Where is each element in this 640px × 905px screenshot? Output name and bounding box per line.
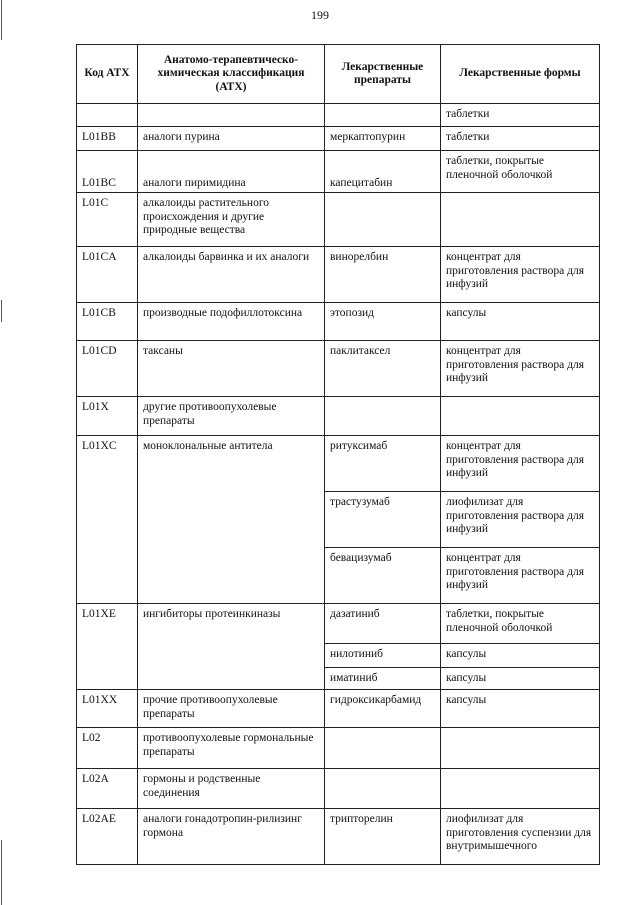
cell-classification: алкалоиды барвинка и их аналоги [138, 247, 325, 303]
cell-code: L01X [77, 397, 138, 436]
table-row [77, 104, 600, 127]
table-row [77, 436, 600, 492]
cell-form: концентрат для приготовления раствора для инфузий [441, 247, 600, 303]
header-classification: Анатомо-терапевтическо-химическая классификация (АТХ) [138, 45, 325, 104]
cell-form: таблетки, покрытые пленочной оболочкой [441, 604, 600, 644]
cell-classification: таксаны [138, 341, 325, 397]
page-number: 199 [311, 8, 329, 22]
cell-classification: моноклональные антитела [138, 436, 325, 604]
cell-drug: дазатиниб [325, 604, 441, 644]
cell-code: L02 [77, 728, 138, 769]
cell-classification: аналоги пурина [138, 127, 325, 151]
cell-drug [325, 397, 441, 436]
cell-form: лиофилизат для приготовления раствора для инфузий [441, 492, 600, 548]
table-row [77, 769, 600, 809]
cell-code: L01BB [77, 127, 138, 151]
table-header-row [77, 45, 600, 104]
cell-form: капсулы [441, 668, 600, 690]
cell-code: L01XX [77, 690, 138, 728]
table-row [77, 604, 600, 644]
cell-code: L01BC [77, 151, 138, 193]
cell-code: L01CA [77, 247, 138, 303]
cell-form: таблетки [441, 104, 600, 127]
atc-table [76, 44, 600, 865]
cell-form [441, 769, 600, 809]
cell-classification: аналоги пиримидина [138, 151, 325, 193]
cell-drug [325, 728, 441, 769]
cell-drug: капецитабин [325, 151, 441, 193]
cell-classification: другие противоопухолевые препараты [138, 397, 325, 436]
cell-code [77, 104, 138, 127]
cell-classification: гормоны и родственные соединения [138, 769, 325, 809]
table-row [77, 303, 600, 341]
cell-drug [325, 769, 441, 809]
table-row [77, 341, 600, 397]
cell-form: концентрат для приготовления раствора для инфузий [441, 341, 600, 397]
cell-classification: ингибиторы протеинкиназы [138, 604, 325, 690]
cell-form [441, 193, 600, 247]
cell-form: концентрат для приготовления раствора для инфузий [441, 548, 600, 604]
table-row [77, 809, 600, 865]
table-row [77, 397, 600, 436]
cell-code: L01XC [77, 436, 138, 604]
cell-code: L01XE [77, 604, 138, 690]
cell-drug: иматиниб [325, 668, 441, 690]
table-row [77, 690, 600, 728]
cell-drug: гидроксикарбамид [325, 690, 441, 728]
cell-drug: бевацизумаб [325, 548, 441, 604]
cell-form: капсулы [441, 644, 600, 668]
cell-drug: ритуксимаб [325, 436, 441, 492]
cell-form [441, 397, 600, 436]
scan-margin-mark [1, 840, 2, 905]
cell-drug [325, 104, 441, 127]
cell-classification: аналоги гонадотропин-рилизинг гормона [138, 809, 325, 865]
cell-form: таблетки [441, 127, 600, 151]
cell-form: концентрат для приготовления раствора для инфузий [441, 436, 600, 492]
cell-code: L02A [77, 769, 138, 809]
cell-drug: паклитаксел [325, 341, 441, 397]
cell-form: капсулы [441, 690, 600, 728]
cell-code: L01CD [77, 341, 138, 397]
table-row [77, 127, 600, 151]
header-drugs: Лекарственные препараты [325, 45, 441, 104]
cell-classification [138, 104, 325, 127]
cell-classification: производные подофиллотоксина [138, 303, 325, 341]
cell-code: L02AE [77, 809, 138, 865]
cell-drug: винорелбин [325, 247, 441, 303]
cell-classification: алкалоиды растительного происхождения и другие природные вещества [138, 193, 325, 247]
table-row [77, 193, 600, 247]
scan-margin-mark [1, 300, 2, 322]
cell-drug [325, 193, 441, 247]
cell-code: L01CB [77, 303, 138, 341]
header-code: Код АТХ [77, 45, 138, 104]
cell-drug: меркаптопурин [325, 127, 441, 151]
scan-margin-mark [1, 0, 2, 40]
header-forms: Лекарственные формы [441, 45, 600, 104]
cell-form: капсулы [441, 303, 600, 341]
cell-drug: нилотиниб [325, 644, 441, 668]
cell-drug: трипторелин [325, 809, 441, 865]
cell-form: таблетки, покрытые пленочной оболочкой [441, 151, 600, 193]
cell-classification: противоопухолевые гормональные препараты [138, 728, 325, 769]
cell-code: L01C [77, 193, 138, 247]
table-row [77, 247, 600, 303]
cell-form [441, 728, 600, 769]
cell-drug: этопозид [325, 303, 441, 341]
cell-form: лиофилизат для приготовления суспензии для внутримышечного [441, 809, 600, 865]
table-row [77, 728, 600, 769]
table-row [77, 151, 600, 193]
cell-classification: прочие противоопухолевые препараты [138, 690, 325, 728]
cell-drug: трастузумаб [325, 492, 441, 548]
